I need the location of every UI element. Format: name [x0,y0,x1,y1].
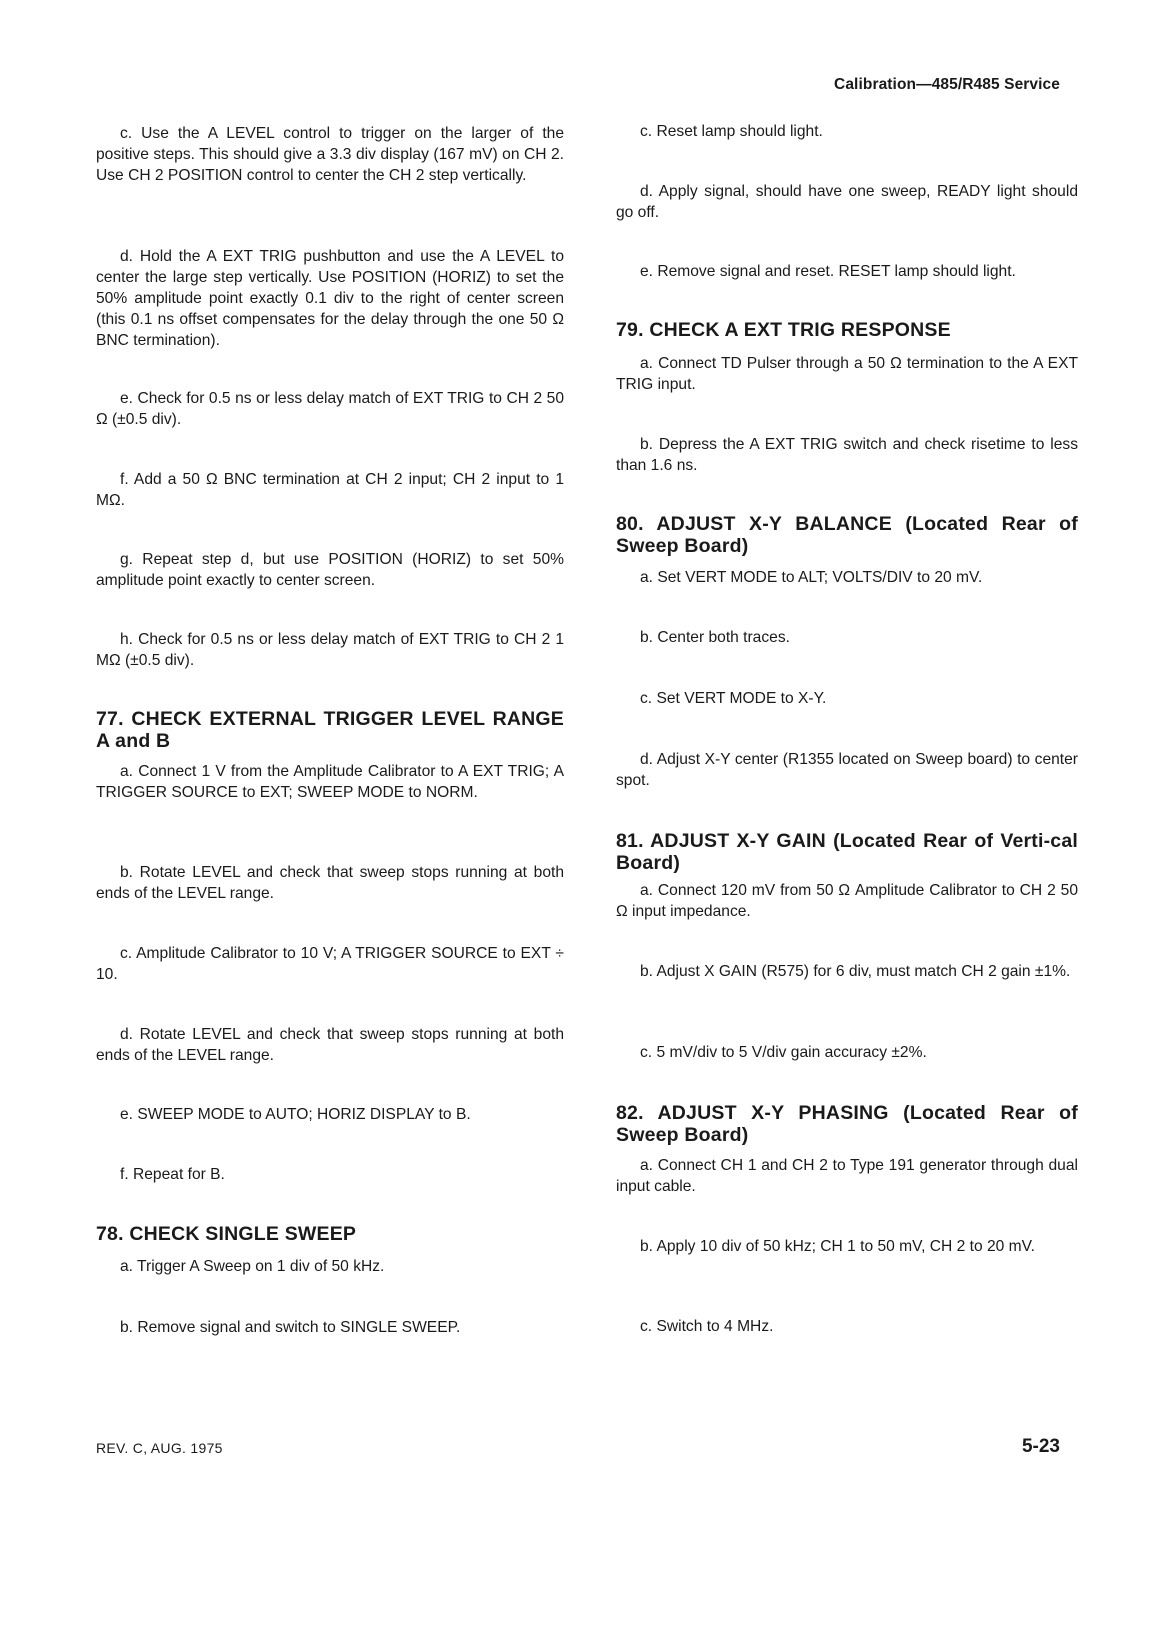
step-80d: d. Adjust X-Y center (R1355 located on Sweep board) to center spot. [616,751,1078,789]
step-79b: b. Depress the A EXT TRIG switch and check risetime to less than 1.6 ns. [616,436,1078,474]
step-82c: c. Switch to 4 MHz. [640,1318,774,1335]
section-81-heading: 81. ADJUST X-Y GAIN (Located Rear of Verti-cal Board) [616,830,1078,874]
section-78-heading: 78. CHECK SINGLE SWEEP [96,1223,357,1245]
step-81a: a. Connect 120 mV from 50 Ω Amplitude Calibrator to CH 2 50 Ω input impedance. [616,882,1078,920]
step-77b: b. Rotate LEVEL and check that sweep stops running at both ends of the LEVEL range. [96,864,564,902]
step-78b: b. Remove signal and switch to SINGLE SWEEP. [120,1319,461,1336]
step-76c: c. Use the A LEVEL control to trigger on the larger of the positive steps. This should give a 3.3 div display (167 mV) on CH 2. Use CH 2 POSITION control to center the CH 2 step vertically. [96,125,564,184]
step-76f: f. Add a 50 Ω BNC termination at CH 2 input; CH 2 input to 1 MΩ. [96,471,564,509]
step-77c: c. Amplitude Calibrator to 10 V; A TRIGGER SOURCE to EXT ÷ 10. [96,945,564,983]
step-76e: e. Check for 0.5 ns or less delay match of EXT TRIG to CH 2 50 Ω (±0.5 div). [96,390,564,428]
step-77a: a. Connect 1 V from the Amplitude Calibrator to A EXT TRIG; A TRIGGER SOURCE to EXT; SWEEP MODE to NORM. [96,763,564,801]
step-81b: b. Adjust X GAIN (R575) for 6 div, must match CH 2 gain ±1%. [640,963,1071,980]
step-78c: c. Reset lamp should light. [640,123,823,140]
step-78e: e. Remove signal and reset. RESET lamp should light. [640,263,1016,280]
revision-footer: REV. C, AUG. 1975 [96,1440,223,1456]
step-78d: d. Apply signal, should have one sweep, READY light should go off. [616,183,1078,221]
step-78a: a. Trigger A Sweep on 1 div of 50 kHz. [120,1258,385,1275]
step-76h: h. Check for 0.5 ns or less delay match of EXT TRIG to CH 2 1 MΩ (±0.5 div). [96,631,564,669]
running-header: Calibration—485/R485 Service [834,76,1060,93]
section-77-heading: 77. CHECK EXTERNAL TRIGGER LEVEL RANGE A and B [96,708,564,752]
section-80-heading: 80. ADJUST X-Y BALANCE (Located Rear of Sweep Board) [616,513,1078,557]
page-number: 5-23 [1021,1436,1060,1457]
step-81c: c. 5 mV/div to 5 V/div gain accuracy ±2%. [640,1044,927,1061]
step-80b: b. Center both traces. [640,629,790,646]
step-77d: d. Rotate LEVEL and check that sweep stops running at both ends of the LEVEL range. [96,1026,564,1064]
step-77e: e. SWEEP MODE to AUTO; HORIZ DISPLAY to B. [120,1106,471,1123]
step-82a: a. Connect CH 1 and CH 2 to Type 191 generator through dual input cable. [616,1157,1078,1195]
step-80a: a. Set VERT MODE to ALT; VOLTS/DIV to 20 mV. [640,569,983,586]
step-82b: b. Apply 10 div of 50 kHz; CH 1 to 50 mV, CH 2 to 20 mV. [640,1238,1035,1255]
section-79-heading: 79. CHECK A EXT TRIG RESPONSE [616,319,951,341]
step-79a: a. Connect TD Pulser through a 50 Ω termination to the A EXT TRIG input. [616,355,1078,393]
step-76d: d. Hold the A EXT TRIG pushbutton and use the A LEVEL to center the large step vertically. Use POSITION (HORIZ) to set the 50% amplitude point exactly 0.1 div to the right of center screen (this 0.1 ns offset compensates for the delay through the one 50 Ω BNC termination). [96,248,564,349]
step-76g: g. Repeat step d, but use POSITION (HORIZ) to set 50% amplitude point exactly to center screen. [96,551,564,589]
step-77f: f. Repeat for B. [120,1166,225,1183]
step-80c: c. Set VERT MODE to X-Y. [640,690,827,707]
section-82-heading: 82. ADJUST X-Y PHASING (Located Rear of Sweep Board) [616,1102,1078,1146]
